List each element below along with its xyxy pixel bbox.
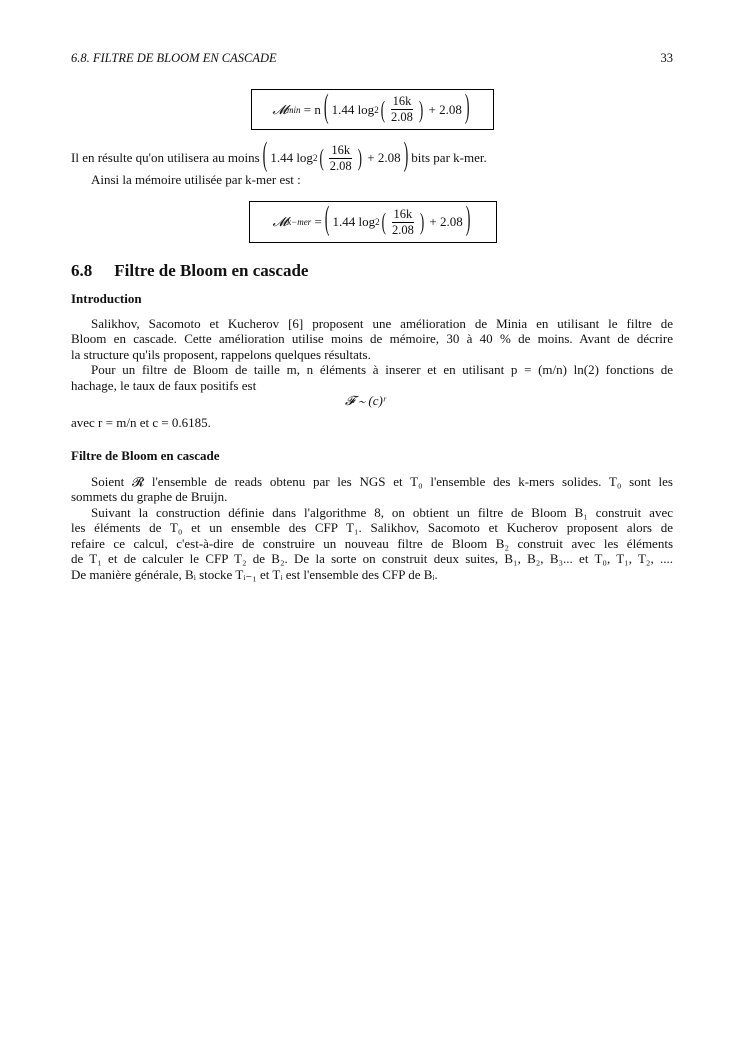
eq-plus: + 2.08 <box>429 214 463 229</box>
eq-num: 16k <box>392 94 412 108</box>
section-heading <box>71 261 308 281</box>
eq-log-sub: 2 <box>312 153 318 163</box>
paragraph-line: Bloom en cascade. Cette amélioration utilise moins de mémoire, 30 à 40 % de moins. Avant de décrire <box>71 331 673 346</box>
formula-false-positive: 𝓕 ∼ (c)ʳ <box>345 393 386 408</box>
eq-num: 16k <box>331 142 351 157</box>
eq-coef: 1.44 log <box>270 150 313 165</box>
eq-coef: 1.44 log <box>331 101 375 117</box>
eq-den: 2.08 <box>391 110 413 124</box>
result-text-after: bits par k-mer. <box>411 150 487 165</box>
ainsi-line: Ainsi la mémoire utilisée par k-mer est : <box>91 172 301 187</box>
paragraph-line: Pour un filtre de Bloom de taille m, n éléments à inserer et en utilisant p = (m/n) ln(2) fonctions de <box>91 362 673 377</box>
result-line: Il en résulte qu'on utilisera au moins ( 1.44 log 2 ( $\frac{16k}{2.08}$ ) + 2.08 ) bits par k-mer. <box>71 138 487 175</box>
paragraph-line: hachage, le taux de faux positifs est <box>71 378 257 393</box>
section-title: Filtre de Bloom en cascade <box>114 261 309 280</box>
paragraph-line: Suivant la construction définie dans l'algorithme 8, on obtient un filtre de Bloom B₁ construit avec <box>91 505 673 520</box>
eq-coef: 1.44 log <box>332 214 376 229</box>
result-text-before: Il en résulte qu'on utilisera au moins <box>71 150 260 165</box>
eq-den: 2.08 <box>391 222 414 237</box>
eq-plus: + 2.08 <box>367 150 401 165</box>
equation-m-kmer: 𝓜 k−mer = ( 1.44 log 2 ( $\frac{16k}{2.08}$ ) + 2.08 ) <box>249 201 497 243</box>
paragraph-line: sommets du graphe de Bruijn. <box>71 489 228 504</box>
subheading-introduction: Introduction <box>71 291 142 306</box>
paragraph-line: Salikhov, Sacomoto et Kucherov [6] proposent une amélioration de Minia en utilisant le filtre de <box>91 316 673 331</box>
page-number: 33 <box>660 51 673 65</box>
section-number: 6.8 <box>71 261 93 280</box>
paragraph-line: les éléments de T₀ et un ensemble des CFP T₁. Salikhov, Sacomoto et Kucherov proposent alors de <box>71 520 673 535</box>
paragraph-line: avec r = m/n et c = 0.6185. <box>71 415 211 430</box>
eq-log-sub: 2 <box>375 217 380 227</box>
paragraph-line: la structure qu'ils proposent, rappelons quelques résultats. <box>71 347 371 362</box>
running-header-section: 6.8. FILTRE DE BLOOM EN CASCADE <box>71 51 277 65</box>
paragraph-line: refaire ce calcul, c'est-à-dire de construire un nouveau filtre de Bloom B₂ construit avec les éléments <box>71 536 673 551</box>
eq-equals: = <box>314 214 322 229</box>
paragraph-line: de T₁ et de calculer le CFP T₂ de B₂. De la sorte on construit deux suites, B₁, B₂, B₃... et T₀, T₁, T₂, .... <box>71 551 673 566</box>
eq-plus: + 2.08 <box>428 101 462 117</box>
eq-den: 2.08 <box>329 158 352 173</box>
eq-lhs-sub: min <box>287 104 301 115</box>
eq-log-sub: 2 <box>374 104 379 115</box>
eq-lhs: 𝓜 <box>272 214 288 229</box>
eq-equals: = n <box>303 101 321 117</box>
subheading-cascade: Filtre de Bloom en cascade <box>71 448 220 463</box>
eq-num: 16k <box>393 206 413 221</box>
paragraph-line: Soient 𝓡 l'ensemble de reads obtenu par les NGS et T₀ l'ensemble des k-mers solides. T₀ sont les <box>91 474 673 489</box>
paragraph-line: De manière générale, Bᵢ stocke Tᵢ₋₁ et Tᵢ est l'ensemble des CFP de Bᵢ. <box>71 567 438 582</box>
equation-m-min: 𝓜 min = n ( 1.44 log 2 ( $\frac{16k}{2.08}$ ) + 2.08 ) <box>251 89 494 130</box>
eq-lhs-sub: k−mer <box>287 217 312 227</box>
eq-lhs: 𝓜 <box>272 101 288 117</box>
